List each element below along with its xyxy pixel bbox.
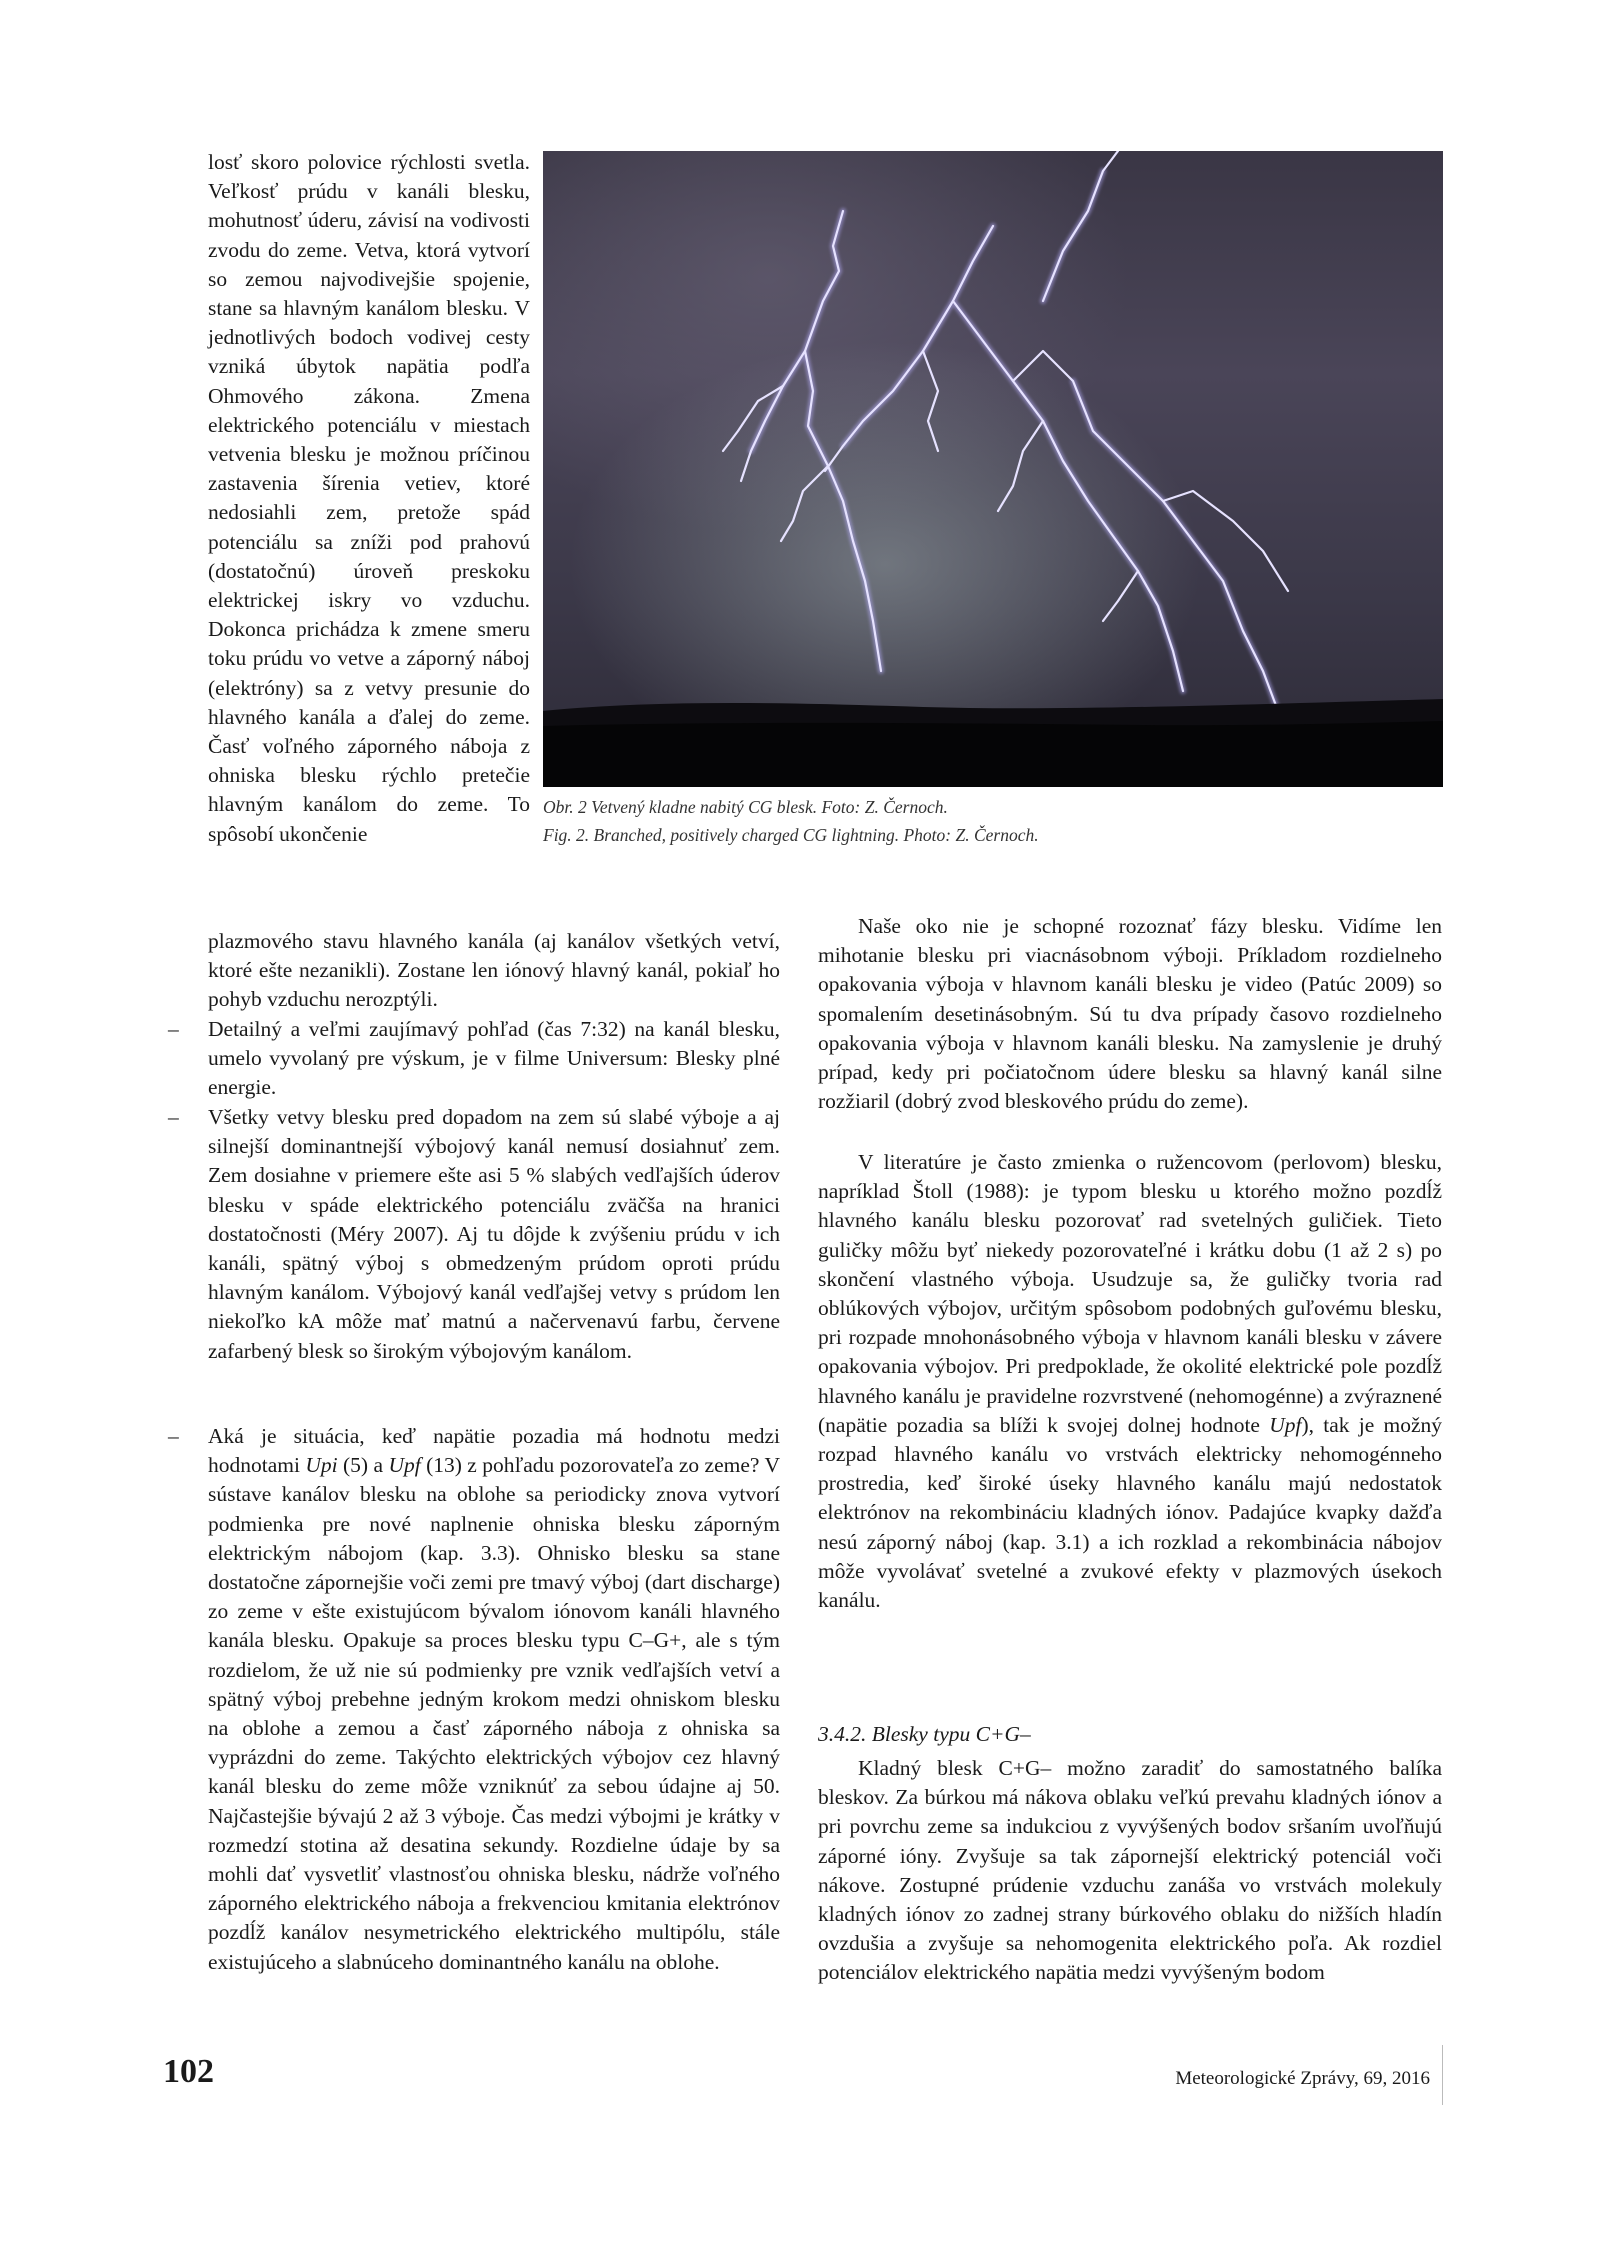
right-p2-text-b: ), tak je možný rozpad hlavného kanálu vo vrstvách elektricky nehomogénneho prostredia, keď široké úseky hlavného kanálu majú nedostatok elektrónov na rekombináciu kladných iónov. Padajúce kvapky dažďa nesú záporný náboj (kap. 3.1) a ich rozklad a rekombinácia nábojov môže vyvolávať svetelné a zvukové efekty v plazmových úsekoch kanálu. (818, 1412, 1442, 1613)
right-p2-text-a: V literatúre je často zmienka o ružencovom (perlovom) blesku, napríklad Štoll (1988): je typom blesku u ktorého možno pozdĺž hlavného kanálu blesku pozorovať rad svetelných guličiek. Tieto guličky môžu byť niekedy pozorovateľné i krátku dobu (1 až 2 s) po skončení vlastného výboja. Usudzuje sa, že guličky tvoria rad oblúkových výbojov, určitým spôsobom podobných guľovému blesku, pri rozpade mnohonásobného výboja v hlavnom kanáli blesku v závere opakovania výbojov. Pri predpoklade, že okolité elektrické pole pozdĺž hlavného kanálu je pravidelne rozvrstvené (nehomogénne) a zvýraznené (napätie pozadia sa blíži k svojej dolnej hodnote (818, 1150, 1442, 1437)
bullet-text-2: Všetky vetvy blesku pred dopadom na zem sú slabé výboje a aj silnejší dominantnejší výbojový kanál nemusí dosiahnuť zem. Zem dosiahne v priemere ešte asi 5 % slabých vedľajších úderov blesku v spáde elektrického potenciálu zväčša na hranici dostatočnosti (Méry 2007). Aj tu dôjde k zvýšeniu prúdu v ich kanáli, spätný výboj s obmedzeným prúdom oproti prúdu hlavným kanálom. Výbojový kanál vedľajšej vetvy s prúdom len niekoľko kA môže mať matnú a načervenavú farbu, červene zafarbený blesk so širokým výbojovým kanálom. (208, 1105, 780, 1363)
bullet-item-1 (168, 1015, 780, 1103)
right-paragraph-3: Kladný blesk C+G– možno zaradiť do samostatného balíka bleskov. Za búrkou má nákova oblaku veľkú prevahu kladných iónov a pri povrchu zeme sa indukciou z vyvýšených bodov sršaním uvoľňujú záporné ióny. Zvyšuje sa tak zápornejší elektrický potenciál voči nákove. Zostupné prúdenie vzduchu zanáša vo vrstvách molekuly kladných iónov zo zadnej strany búrkového oblaku do nižších hladín ovzdušia a zvyšuje sa nehomogenita elektrického poľa. Ak rozdiel potenciálov elektrického napätia medzi vyvýšeným bodom (818, 1756, 1442, 1985)
bullet-text-1: Detailný a veľmi zaujímavý pohľad (čas 7:32) na kanál blesku, umelo vyvolaný pre výskum, je v filme Universum: Blesky plné energie. (208, 1017, 780, 1100)
left-wrap-paragraph: losť skoro polovice rýchlosti svetla. Veľkosť prúdu v kanáli blesku, mohutnosť úderu, závisí na vodivosti zvodu do zeme. Vetva, ktorá vytvorí so zemou najvodivejšie spojenie, stane sa hlavným kanálom blesku. V jednotlivých bodoch vodivej cesty vzniká úbytok napätia podľa Ohmového zákona. Zmena elektrického potenciálu v miestach vetvenia blesku je možnou príčinou zastavenia šírenia vetiev, ktoré nedosiahli zem, pretože spád potenciálu sa zníži pod prahovú (dostatočnú) úroveň preskoku elektrickej iskry vo vzduchu. Dokonca prichádza k zmene smeru toku prúdu vo vetve a záporný náboj (elektróny) sa z vetvy presunie do hlavného kanála a ďalej do zeme. Časť voľného záporného náboja z ohniska blesku rýchlo pretečie hlavným kanálom do zeme. To spôsobí ukončenie (208, 150, 530, 846)
lightning-image (543, 151, 1443, 787)
bullet-text-3b: (5) a (337, 1453, 389, 1478)
bullet-text-3a: Aká je situácia, keď napätie pozadia má hodnotu medzi hodnotami (208, 1424, 780, 1478)
bullet-dash: – (168, 1017, 179, 1041)
upf-symbol: Upf (1269, 1412, 1302, 1437)
right-paragraph-1: Naše oko nie je schopné rozoznať fázy blesku. Vidíme len mihotanie blesku pri viacnásobnom výboji. Príkladom rozdielneho opakovania výboja v hlavnom kanáli blesku je video (Patúc 2009) so spomalením desetinásobným. Sú tu dva prípady časovo rozdielneho opakovania výboja v hlavnom kanáli blesku. Na zamyslenie je druhý prípad, kedy pri počiatočnom údere blesku sa hlavný kanál silne rozžiaril (dobrý zvod bleskového prúdu do zeme). (818, 914, 1442, 1114)
upi-symbol: Upi (305, 1453, 338, 1478)
bullet-dash: – (168, 1424, 179, 1448)
section-heading: 3.4.2. Blesky typu C+G– (818, 1722, 1031, 1746)
figure-caption-sk: Obr. 2 Vetvený kladne nabitý CG blesk. Foto: Z. Černoch. (543, 797, 948, 817)
bullet-dash: – (168, 1105, 179, 1129)
lightning-photo (543, 151, 1443, 787)
page-edge-line (1442, 2045, 1443, 2105)
figure-caption-en: Fig. 2. Branched, positively charged CG lightning. Photo: Z. Černoch. (543, 825, 1039, 845)
bullet-item-2 (168, 1103, 780, 1366)
bullet-text-3c: (13) z pohľadu pozorovateľa zo zeme? V sústave kanálov blesku na oblohe sa periodicky znova vytvorí podmienka pre nové naplnenie ohniska blesku záporným elektrickým nábojom (kap. 3.3). Ohnisko blesku sa stane dostatočne zápornejšie voči zemi pre tmavý výboj (dart discharge) zo zeme v ešte existujúcom bývalom iónovom kanáli hlavného kanála blesku. Opakuje sa proces blesku typu C–G+, ale s tým rozdielom, že už nie sú podmienky pre vznik vedľajších vetví a spätný výboj prebehne jedným krokom medzi ohniskom blesku na oblohe a zemou a časť záporného náboja z ohniska sa vyprázdni do zeme. Takýchto elektrických výbojov cez hlavný kanál blesku do zeme môže vzniknúť za sebou údajne aj 50. Najčastejšie bývajú 2 až 3 výboje. Čas medzi výbojmi je krátky v rozmedzí stotina až desatina sekundy. Rozdielne údaje by sa mohli dať vysvetliť vlastnosťou ohniska blesku, nádrže voľného záporného elektrického náboja a frekvenciou kmitania elektrónov pozdĺž kanálov nesymetrického elektrického multipólu, stále existujúceho a slabnúceho dominantného kanálu na oblohe. (208, 1453, 780, 1974)
bullet-item-3 (168, 1422, 780, 1977)
page-number: 102 (163, 2053, 214, 2090)
upf-symbol: Upf (388, 1453, 421, 1478)
journal-citation: Meteorologické Zprávy, 69, 2016 (1175, 2068, 1430, 2089)
left-continuation: plazmového stavu hlavného kanála (aj kanálov všetkých vetví, ktoré ešte nezanikli). Zostane len iónový hlavný kanál, pokiaľ ho pohyb vzduchu nerozptýli. (208, 929, 780, 1012)
right-paragraph-2 (818, 1148, 1442, 1615)
